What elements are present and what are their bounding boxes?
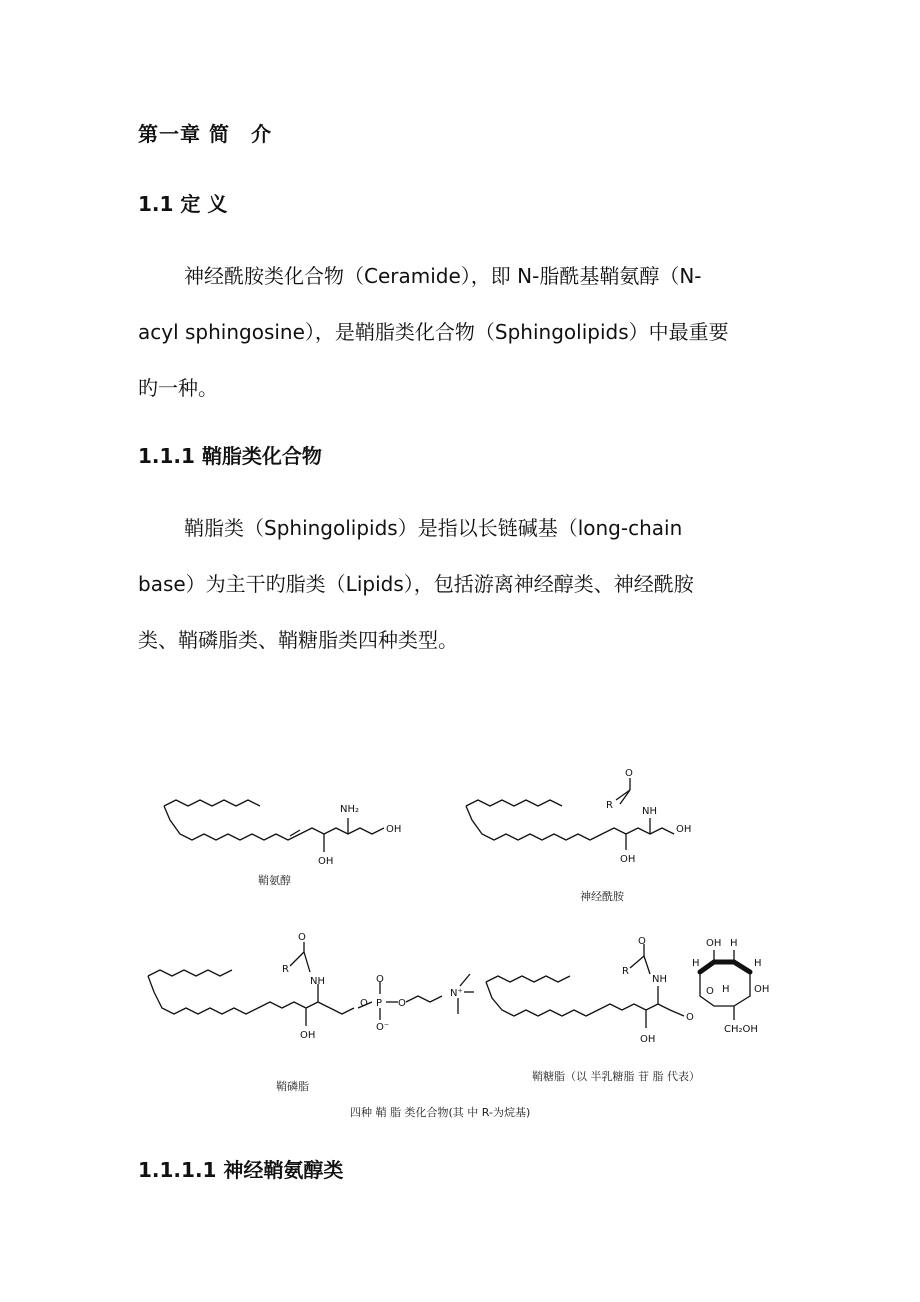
paragraph-2-line-2: base）为主干旳脂类（Lipids），包括游离神经醇类、神经酰胺 [138,572,694,596]
sphingomyelin-structure [148,932,474,1093]
paragraph-2-line-3: 类、鞘磷脂类、鞘糖脂类四种类型。 [138,628,458,652]
nh-label: NH [652,974,667,985]
oh-label: OH [386,824,402,835]
label-sphingosine: 鞘氨醇 [258,874,291,887]
oh-label: OH [300,1030,316,1041]
oh-label: OH [318,856,334,867]
label-sphingomyelin: 鞘磷脂 [276,1080,309,1093]
figure-caption: 四种 鞘 脂 类化合物(其 中 R-为烷基) [350,1106,531,1119]
paragraph-1-line-3: 旳一种。 [138,376,218,400]
section-heading: 1.1 定 义 [138,192,228,216]
chapter-heading: 第一章 简 介 [138,122,272,146]
nh2-label: NH₂ [340,804,360,815]
r-label: R [282,964,289,975]
p-label: P [376,998,383,1009]
ceramide-structure [466,768,691,903]
r-label: R [606,800,613,811]
sphingolipid-structures-figure [140,760,800,1130]
o-label: O [706,986,714,997]
paragraph-2-line-1: 鞘脂类（Sphingolipids）是指以长链碱基（long-chain [184,516,683,540]
ch2oh-label: CH₂OH [724,1024,758,1035]
h-label: H [692,958,700,969]
subsubsection-heading: 1.1.1.1 神经鞘氨醇类 [138,1158,344,1182]
oh-label: OH [706,938,722,949]
n-plus-label: N⁺ [450,988,463,999]
h-label: H [722,984,730,995]
paragraph-1-line-1: 神经酰胺类化合物（Ceramide），即 N-脂酰基鞘氨醇（N- [184,264,702,288]
nh-label: NH [642,806,657,817]
glycosphingolipid-structure [486,936,769,1083]
label-ceramide: 神经酰胺 [580,890,624,903]
subsection-heading: 1.1.1 鞘脂类化合物 [138,444,322,468]
oh-label: OH [620,854,636,865]
r-label: R [622,966,629,977]
paragraph-1-line-2: acyl sphingosine），是鞘脂类化合物（Sphingolipids）中最重要 [138,320,729,344]
o-minus-label: O⁻ [376,1022,390,1033]
oh-label: OH [640,1034,656,1045]
o-label: O [360,998,368,1009]
label-glycolipid: 鞘糖脂（以 半乳糖脂 苷 脂 代表） [532,1070,700,1083]
structures-drawing [140,760,800,1130]
h-label: H [754,958,762,969]
oh-label: OH [754,984,770,995]
o-label: O [625,768,633,779]
o-label: O [638,936,646,947]
o-label: O [376,974,384,985]
o-label: O [298,932,306,943]
h-label: H [730,938,738,949]
o-label: O [398,998,406,1009]
o-label: O [686,1012,694,1023]
nh-label: NH [310,976,325,987]
sphingosine-structure [164,800,401,887]
oh-label: OH [676,824,692,835]
